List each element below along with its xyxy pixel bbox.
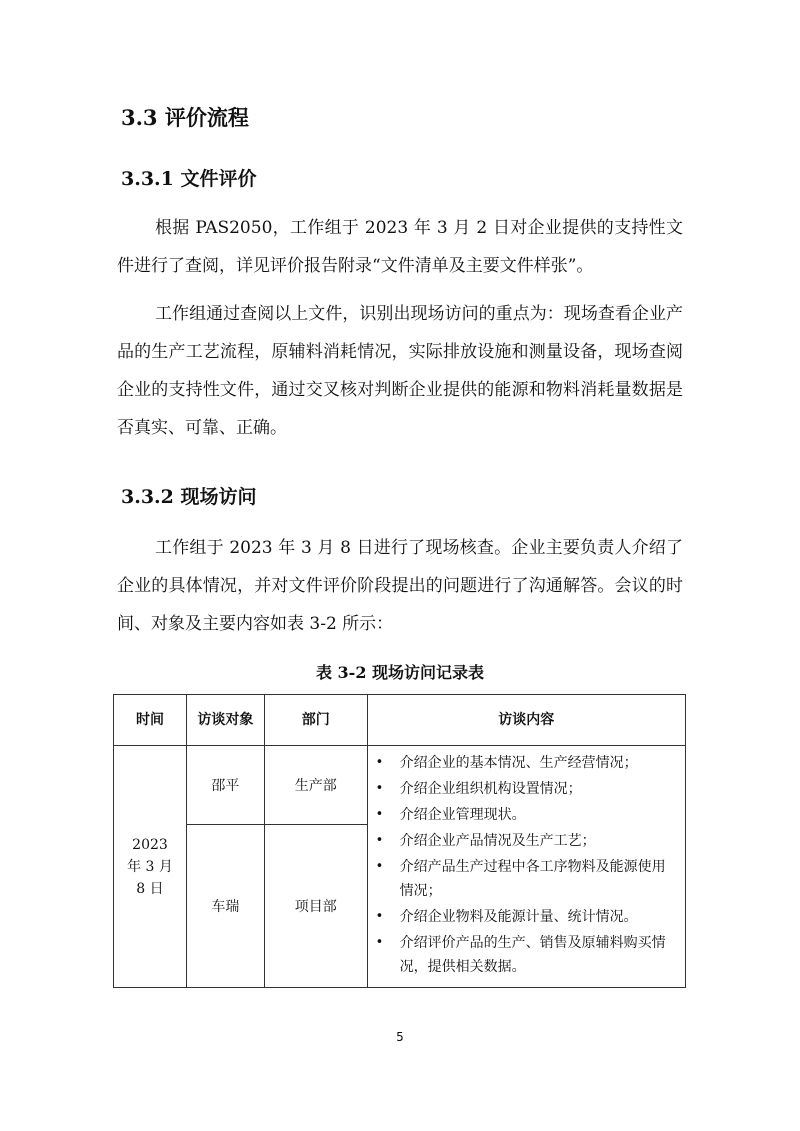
cell-dept: 生产部 (264, 746, 367, 825)
list-item: • 介绍企业管理现状。 (374, 803, 677, 827)
cell-time: 2023 年 3 月 8 日 (114, 746, 187, 988)
table-row (114, 746, 686, 825)
bullet-icon: • (375, 833, 384, 848)
cell-person: 邵平 (186, 746, 264, 825)
list-item: • 介绍产品生产过程中各工序物料及能源使用情况； (374, 855, 677, 903)
cell-content (367, 746, 685, 988)
table-header-row (114, 695, 686, 746)
header-content: 访谈内容 (367, 695, 685, 746)
bullet-icon: • (375, 755, 384, 770)
list-item: • 介绍企业组织机构设置情况； (374, 777, 677, 801)
content-list (374, 751, 677, 979)
bullet-icon: • (375, 781, 384, 796)
bullet-icon: • (375, 909, 384, 924)
page-number: 5 (396, 1030, 404, 1044)
subsection-heading-site-visit: 3.3.2 现场访问 (121, 486, 257, 508)
header-time: 时间 (114, 695, 187, 746)
bullet-icon: • (375, 859, 384, 874)
table-caption: 表 3-2 现场访问记录表 (315, 663, 485, 682)
header-department: 部门 (264, 695, 367, 746)
section-heading: 3.3 评价流程 (121, 105, 249, 130)
bullet-icon: • (375, 935, 384, 950)
paragraph-file-review-2: 工作组通过查阅以上文件，识别出现场访问的重点为：现场查看企业产品的生产工艺流程，原辅料消耗情况，实际排放设施和测量设备，现场查阅企业的支持性文件，通过交叉核对判断企业提供的能源和物料消耗量数据是否真实、可靠、正确。 (117, 304, 683, 438)
list-item: • 介绍评价产品的生产、销售及原辅料购买情况，提供相关数据。 (374, 931, 677, 979)
paragraph-site-visit: 工作组于 2023 年 3 月 8 日进行了现场核查。企业主要负责人介绍了企业的具体情况，并对文件评价阶段提出的问题进行了沟通解答。会议的时间、对象及主要内容如表 3-2 所示： (117, 538, 683, 634)
site-visit-record-table (113, 694, 686, 988)
list-item: • 介绍企业产品情况及生产工艺； (374, 829, 677, 853)
header-interviewee: 访谈对象 (186, 695, 264, 746)
cell-dept: 项目部 (264, 824, 367, 987)
cell-person: 车瑞 (186, 824, 264, 987)
paragraph-file-review-1: 根据 PAS2050，工作组于 2023 年 3 月 2 日对企业提供的支持性文件进行了查阅，详见评价报告附录“文件清单及主要文件样张”。 (117, 218, 683, 276)
subsection-heading-file-review: 3.3.1 文件评价 (121, 168, 257, 190)
bullet-icon: • (375, 807, 384, 822)
list-item: • 介绍企业物料及能源计量、统计情况。 (374, 905, 677, 929)
list-item: • 介绍企业的基本情况、生产经营情况； (374, 751, 677, 775)
